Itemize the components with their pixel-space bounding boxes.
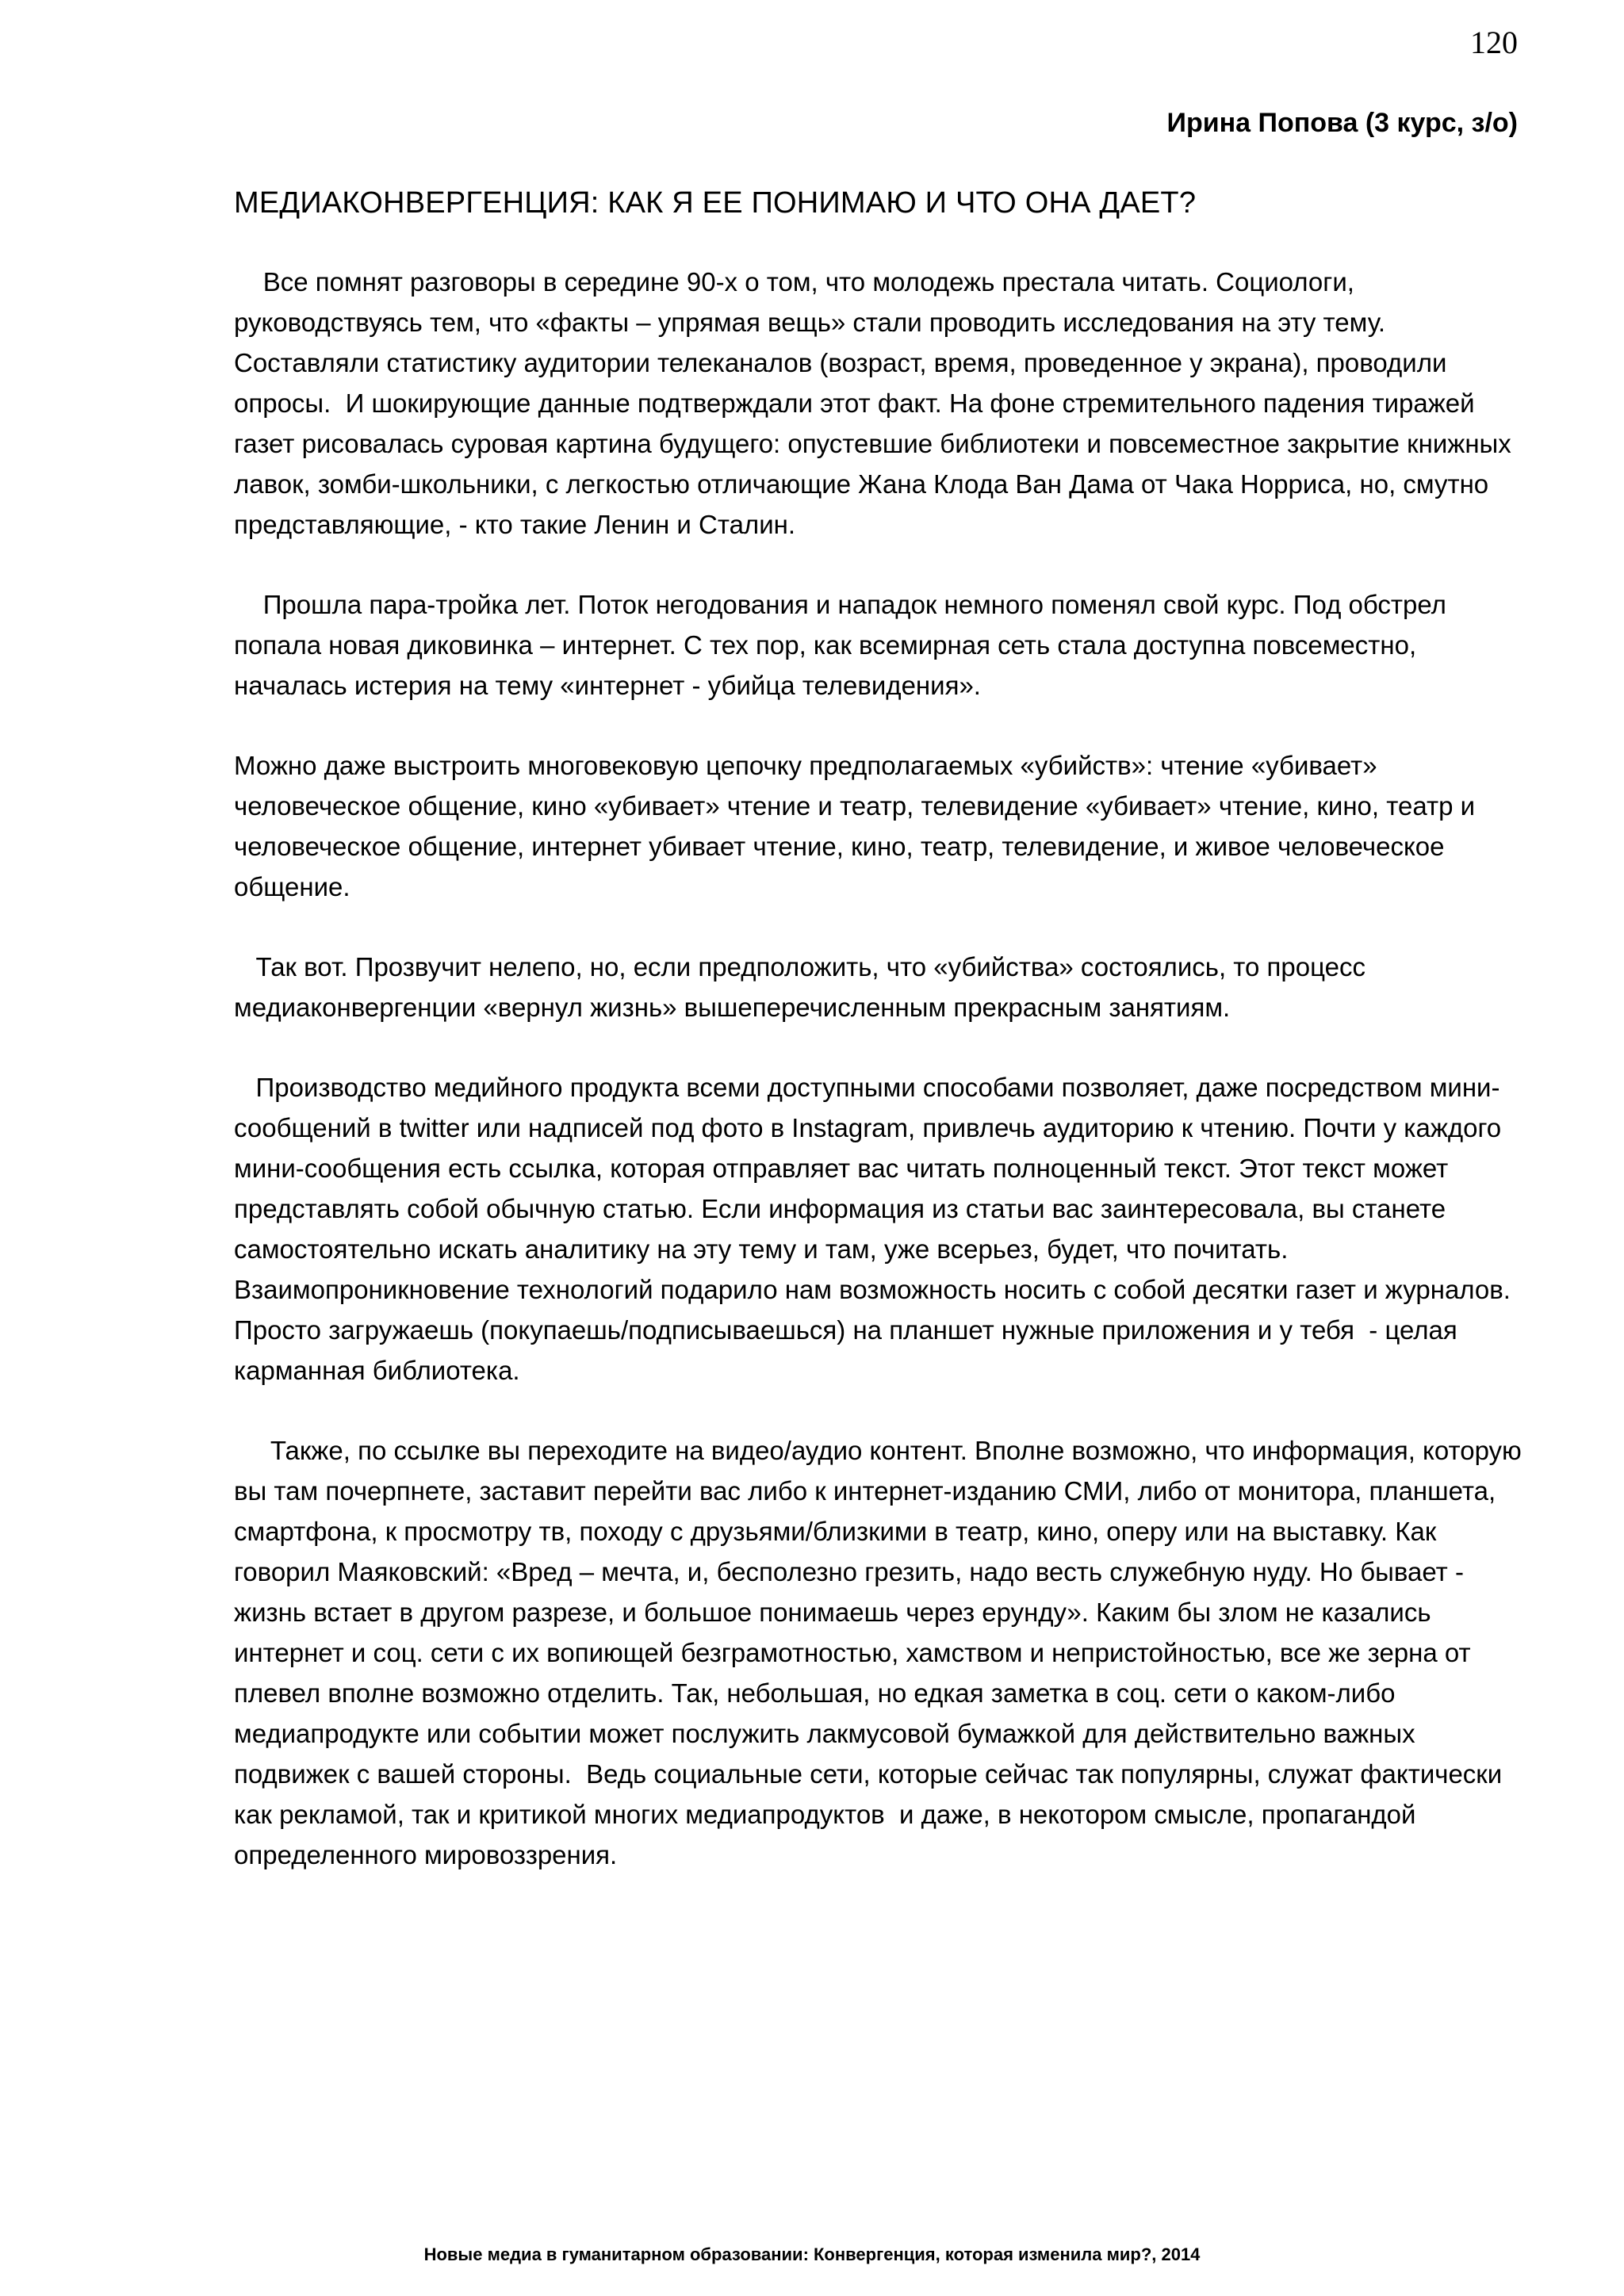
page-footer: Новые медиа в гуманитарном образовании: Конвергенция, которая изменила мир?, 2014: [423, 2244, 1201, 2264]
paragraph: Производство медийного продукта всеми доступными способами позволяет, даже посредством мини-сообщений в twitter или надписей под фото в Instagram, привлечь аудиторию к чтению. Почти у каждого мини-сообщения есть ссылка, которая отправляет вас читать полноценный текст. Этот текст может представлять собой обычную статью. Если информация из статьи вас заинтересовала, вы станете самостоятельно искать аналитику на эту тему и там, уже всерьез, будет, что почитать. Взаимопроникновение технологий подарило нам возможность носить с собой десятки газет и журналов. Просто загружаешь (покупаешь/подписываешься) на планшет нужные приложения и у тебя - целая карманная библиотека.: [234, 1073, 1519, 1385]
page-number: 120: [1470, 25, 1518, 60]
paragraph: Все помнят разговоры в середине 90-х о том, что молодежь престала читать. Социологи, руководствуясь тем, что «факты – упрямая вещь» стали проводить исследования на эту тему. Составляли статистику аудитории телеканалов (возраст, время, проведенное у экрана), проводили опросы. И шокирующие данные подтверждали этот факт. На фоне стремительного падения тиражей газет рисовалась суровая картина будущего: опустевшие библиотеки и повсеместное закрытие книжных лавок, зомби-школьники, с легкостью отличающие Жана Клода Ван Дама от Чака Норриса, но, смутно представляющие, - кто такие Ленин и Сталин.: [234, 267, 1519, 539]
paragraph: Также, по ссылке вы переходите на видео/аудио контент. Вполне возможно, что информация, которую вы там почерпнете, заставит перейти вас либо к интернет-изданию СМИ, либо от монитора, планшета, смартфона, к просмотру тв, походу с друзьями/близкими в театр, кино, оперу или на выставку. Как говорил Маяковский: «Вред – мечта, и, бесполезно грезить, надо весть служебную нуду. Но бывает - жизнь встает в другом разрезе, и большое понимаешь через ерунду». Каким бы злом не казались интернет и соц. сети с их вопиющей безграмотностью, хамством и непристойностью, все же зерна от плевел вполне возможно отделить. Так, небольшая, но едкая заметка в соц. сети о каком-либо медиапродукте или событии может послужить лакмусовой бумажкой для действительно важных подвижек с вашей стороны. Ведь социальные сети, которые сейчас так популярны, служат фактически как рекламой, так и критикой многих медиапродуктов и даже, в некотором смысле, пропагандой определенного мировоззрения.: [234, 1436, 1529, 1869]
article-title: МЕДИАКОНВЕРГЕНЦИЯ: КАК Я ЕЕ ПОНИМАЮ И ЧТО ОНА ДАЕТ?: [234, 186, 1197, 220]
paragraph: Прошла пара-тройка лет. Поток негодования и нападок немного поменял свой курс. Под обстрел попала новая диковинка – интернет. С тех пор, как всемирная сеть стала доступна повсеместно, началась истерия на тему «интернет - убийца телевидения».: [234, 590, 1454, 700]
paragraph: Так вот. Прозвучит нелепо, но, если предположить, что «убийства» состоялись, то процесс медиаконвергенции «вернул жизнь» вышеперечисленным прекрасным занятиям.: [234, 952, 1373, 1022]
article-body: [234, 262, 1529, 1915]
author-line: Ирина Попова (3 курс, з/о): [1166, 108, 1518, 138]
paragraph: Можно даже выстроить многовековую цепочку предполагаемых «убийств»: чтение «убивает» человеческое общение, кино «убивает» чтение и театр, телевидение «убивает» чтение, кино, театр и человеческое общение, интернет убивает чтение, кино, театр, телевидение, и живое человеческое общение.: [234, 751, 1483, 901]
